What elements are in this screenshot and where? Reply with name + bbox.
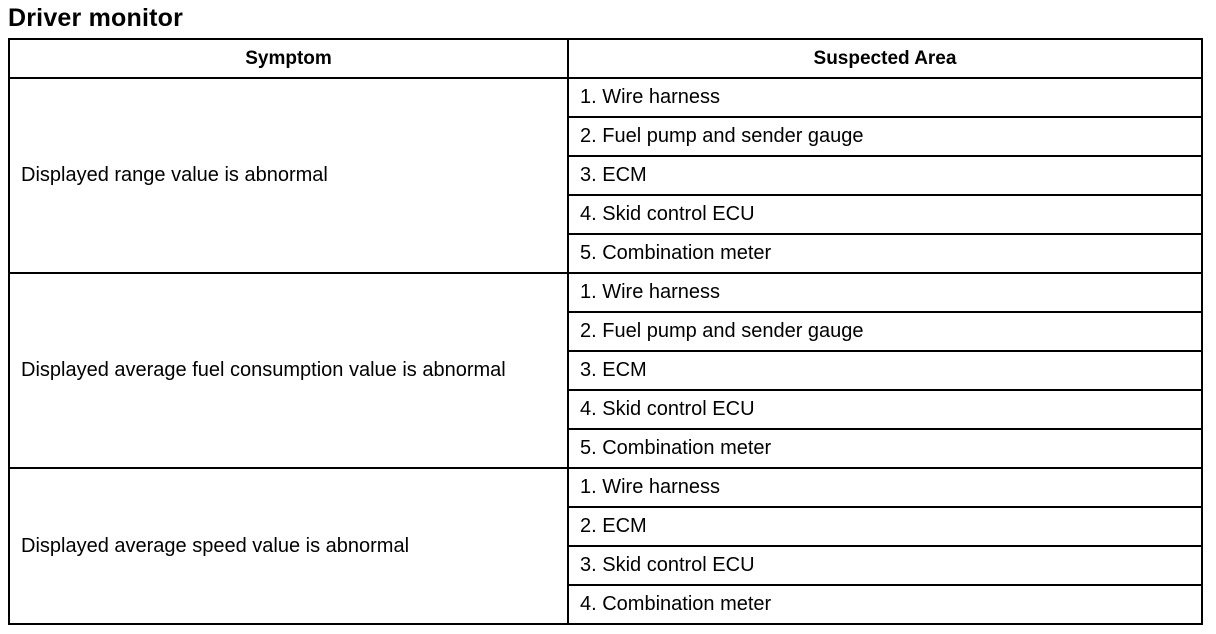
suspected-area-cell: 4. Skid control ECU — [568, 390, 1202, 429]
suspected-area-cell: 2. Fuel pump and sender gauge — [568, 117, 1202, 156]
suspected-area-cell: 3. Skid control ECU — [568, 546, 1202, 585]
table-header — [9, 39, 1202, 78]
symptom-cell: Displayed range value is abnormal — [9, 78, 568, 273]
suspected-area-cell: 1. Wire harness — [568, 273, 1202, 312]
suspected-area-cell: 3. ECM — [568, 156, 1202, 195]
table-row — [9, 78, 1202, 117]
suspected-area-column-header: Suspected Area — [568, 39, 1202, 78]
suspected-area-cell: 5. Combination meter — [568, 429, 1202, 468]
symptom-table-container — [8, 38, 1201, 625]
suspected-area-cell: 2. Fuel pump and sender gauge — [568, 312, 1202, 351]
table-row — [9, 468, 1202, 507]
table-row — [9, 273, 1202, 312]
symptom-table — [8, 38, 1203, 625]
suspected-area-cell: 5. Combination meter — [568, 234, 1202, 273]
suspected-area-cell: 2. ECM — [568, 507, 1202, 546]
page-title: Driver monitor — [8, 4, 184, 32]
suspected-area-cell: 3. ECM — [568, 351, 1202, 390]
symptom-cell: Displayed average fuel consumption value is abnormal — [9, 273, 568, 468]
suspected-area-cell: 4. Skid control ECU — [568, 195, 1202, 234]
header-row — [9, 39, 1202, 78]
suspected-area-cell: 1. Wire harness — [568, 78, 1202, 117]
symptom-column-header: Symptom — [9, 39, 568, 78]
suspected-area-cell: 4. Combination meter — [568, 585, 1202, 624]
symptom-cell: Displayed average speed value is abnormal — [9, 468, 568, 624]
suspected-area-cell: 1. Wire harness — [568, 468, 1202, 507]
table-body — [9, 78, 1202, 624]
